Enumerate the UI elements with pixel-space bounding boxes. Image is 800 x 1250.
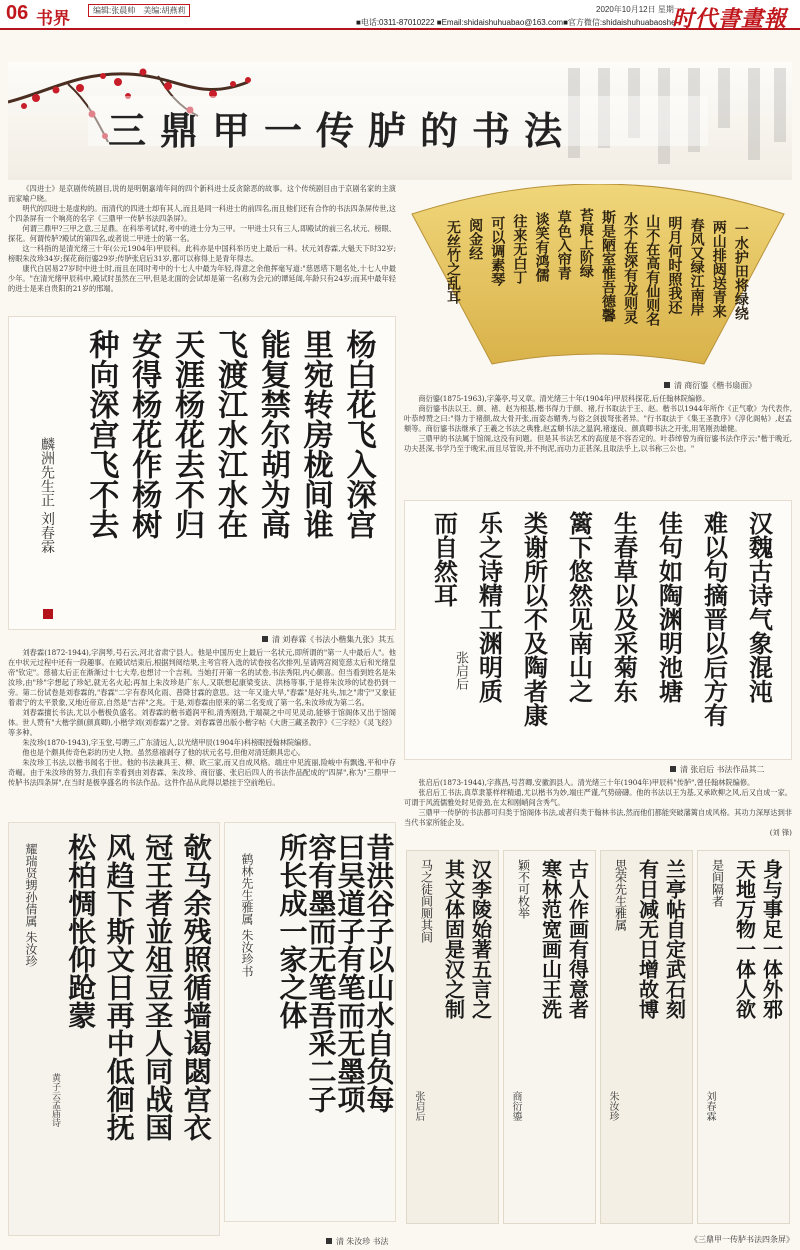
- page-header: [0, 0, 800, 30]
- set-panel-column: 其文体固是汉之制: [441, 859, 466, 1019]
- caption-marker-icon: [664, 382, 670, 388]
- fan-column: 斯是陋室惟吾德馨: [600, 210, 616, 322]
- intro-paragraph: 这一科指的是清光绪三十年(公元1904年)甲辰科。此科亦是中国科举历史上最后一科。状元刘春霖,大魁天下时32岁;榜眼朱汝珍34岁;探花商衍鎏29岁;传胪张启后31岁,都可以称得上是青年得志。: [8, 244, 396, 263]
- set-panel-signature: 商衍鎏: [510, 1091, 521, 1121]
- bio-paragraph: 商衍鎏(1875-1963),字藻亭,号又章。清光绪三十年(1904年)甲辰科探花,后任翰林院编修。: [418, 394, 710, 403]
- article-intro: [8, 184, 396, 294]
- fan-column: 两山排闼送青来: [710, 220, 727, 318]
- zhu-right-column: 昔洪谷子以山水自负每: [362, 833, 396, 1113]
- zhu-left-poem-source: 黄子云孟庙诗: [50, 1073, 60, 1127]
- zhang-bio: [404, 778, 792, 838]
- bio-paragraph: 商衍鎏书法以王、颜、褚、赵为根基,楷书得力于颜、褚,行书取法于王、赵。楷书以1944年所作《正气歌》为代表作,叶恭绰赞之曰:"得力于褚颜,故大骨开张,而姿态媚秀,与俗之剑拔弩张者异。"行书取法于《集王圣教序》《淳化阁帖》,赵孟頫等。商衍鎏书法继承了王羲之书法之典雅,赵孟頫书法之温润,褚遂良、颜真卿书法之开张,用笔刚劲雄健。: [404, 404, 792, 433]
- intro-paragraph: 《四进士》是京剧传统剧目,说的是明朝嘉靖年间的四个新科进士反贪除恶的故事。这个传统剧目由于京剧名家的主演而家喻户晓。: [8, 184, 396, 203]
- set-panel-column: 古人作画有得意者: [565, 859, 590, 1019]
- set-panel: [406, 850, 499, 1224]
- bio-paragraph: 三鼎甲一传胪的书法都可归类于馆阁体书法,或者归类于翰林书法,然而他们都能突破藩篱自成风格。其功力深厚达到非当代书家所能企及。: [404, 808, 792, 827]
- editors-credit: 编辑:张晨帅 美编:胡燕莉: [88, 4, 190, 17]
- contact-info: ■电话:0311-87010222 ■Email:shidaishuhuabao@163.com■官方微信:shidaishuhuabaoshe: [356, 18, 676, 27]
- zhang-column: 类谢所以不及陶者康: [519, 511, 549, 727]
- fan-calligraphy: [444, 208, 754, 348]
- fan-column: 一水护田将绿绕: [732, 222, 749, 320]
- liu-column: 飞渡江水江水在: [212, 329, 247, 539]
- liu-seal: [43, 609, 53, 619]
- fan-column: 无丝竹之乱耳: [445, 220, 461, 304]
- zhang-column: 难以句摘晋以后方有: [699, 511, 729, 727]
- zhang-column: 汉魏古诗气象混沌: [744, 511, 774, 703]
- fan-column: 草色入帘青: [555, 210, 572, 280]
- bio-paragraph: 张启后工书法,真草隶篆样样精通,尤以楷书为妙,端庄严谨,气势磅礴。他的书法以王为基,又承欧柳之风,后又自成一家。可谓于风流儒雅处时见骨劲,在太和刚峭间含秀气。: [404, 788, 792, 807]
- set-panel-column: 汉李陵始著五言之: [468, 859, 493, 1019]
- fan-column: 苔痕上阶绿: [577, 208, 594, 278]
- panel-container: [404, 850, 792, 1224]
- caption-shang: 清 商衍鎏《楷书扇面》: [664, 380, 756, 391]
- fan-column: 可以调素琴: [489, 216, 506, 286]
- zhang-calligraphy: [421, 511, 781, 751]
- zhu-left-column: 冠王者並俎豆圣人同战国: [141, 833, 175, 1141]
- set-panel-column: 身与事足一体外邪: [759, 859, 784, 1019]
- liu-zhu-bio: [8, 648, 396, 788]
- zhang-column: 生春草以及采菊东: [609, 511, 639, 703]
- page-number: 06: [6, 2, 29, 24]
- fan-column: 水不在深有龙则灵: [622, 212, 639, 324]
- caption-zhu: 清 朱汝珍 书法: [326, 1236, 388, 1247]
- zhu-right-column: 曰吴道子有笔而无墨项: [333, 833, 367, 1113]
- set-panel-column: 是间隔者: [710, 859, 725, 907]
- zhang-column: 佳句如陶渊明池塘: [654, 511, 684, 703]
- zhang-artwork: [404, 500, 792, 760]
- masthead-logo: 时代書畫報: [672, 6, 788, 32]
- set-panel-signature: 朱汝珍: [607, 1091, 618, 1121]
- liu-column: 安得杨花作杨树: [126, 329, 162, 539]
- fan-column: 山不在高有仙则名: [644, 214, 661, 326]
- zhu-right-signature: 鹤林先生雅属 朱汝珍书: [240, 853, 254, 977]
- zhu-left-column: 欹马余残照循墙谒閟宫衣: [179, 833, 213, 1141]
- liu-artwork: [8, 316, 396, 630]
- date-line: 2020年10月12日 星期一: [596, 5, 682, 14]
- liu-column: 能复禁尔胡为高: [254, 329, 290, 539]
- caption-marker-icon: [262, 636, 268, 642]
- section-name: 书界: [36, 9, 70, 29]
- zhu-right-column: 所长成一家之体: [275, 833, 309, 1029]
- liu-column: 天涯杨花去不归: [169, 329, 205, 539]
- shang-bio: [404, 394, 792, 454]
- caption-marker-icon: [326, 1238, 332, 1244]
- bio-paragraph: 朱汝珍(1870-1943),字玉堂,号聘三,广东清远人,以光绪甲辰(1904年)科榜眼授翰林院编修。: [22, 738, 316, 747]
- caption-set: 《三鼎甲一传胪书法四条屏》: [690, 1235, 794, 1244]
- caption-marker-icon: [670, 766, 676, 772]
- bio-paragraph: 三鼎甲的书法属于馆阁,这没有问题。但是其书法艺术的高度是不容否定的。叶恭绰曾为商衍鎏书法作序云:"楷于晚近,功夫甚深,书学乃至于晚宋,而且尽管说,并不拘泥,而功力正甚深,且取法乎上,以书称三公也。": [404, 434, 792, 453]
- set-panel-column: 思荣先生雅属: [613, 859, 628, 931]
- fan-column: 春风又绿江南岸: [688, 218, 705, 316]
- zhu-left-column: 松柏惆怅仰跄蒙: [64, 833, 98, 1029]
- set-panel: [503, 850, 596, 1224]
- set-panel-column: 寒林范宽画山王洗: [538, 859, 563, 1019]
- title-banner: [8, 62, 792, 180]
- set-panel-column: 兰亭帖自定武石刻: [662, 859, 687, 1019]
- set-panel-signature: 刘春霖: [704, 1091, 715, 1121]
- zhu-artwork-right: [224, 822, 396, 1222]
- fan-column: 阅金经: [467, 218, 484, 260]
- set-panel-column: 天地万物一体人欲: [732, 859, 757, 1019]
- caption-zhang: 清 张启后 书法作品其二: [670, 764, 764, 775]
- liu-column: 里宛转房栊间谁: [297, 329, 333, 539]
- intro-paragraph: 明代的四进士是虚构的。而清代的四进士却有其人,而且是同一科进士的前四名,而且他们还有合作的书法四条屏传世,这个四条屏有一个响亮的名字《三鼎甲一传胪书法四条屏》。: [8, 204, 396, 223]
- liu-column: 杨白花飞入深宫: [340, 329, 376, 539]
- zhu-artwork-left: [8, 822, 220, 1236]
- zhang-column: 篱下悠然见南山之: [564, 511, 594, 703]
- set-panel: [600, 850, 693, 1224]
- zhu-left-signature: 耀瑞贤甥孙倩属 朱汝珍: [24, 843, 38, 967]
- bio-paragraph: 朱汝珍工书法,以楷书闻名于世。他的书法兼具王、柳、欧三家,而又自成风格。端庄中见流丽,险峻中有飘逸,平和中存奇崛。由于朱汝珍的努力,我们有幸看到由刘春霖、朱汝珍、商衍鎏、张启后四人的书法作品配成的"四屏",称为"三鼎甲一传胪书法四条屏",在当时是极享盛名的书法作品。这件作品从此得以悬挂于空前绝后。: [8, 758, 396, 787]
- liu-column: 种向深宫飞不去: [83, 329, 119, 539]
- liu-signature: 麟洲先生正 刘春霖: [39, 437, 55, 554]
- bio-paragraph: 他也是个颇具传奇色彩的历史人物。虽然慈禧剥夺了他的状元名号,但他对清廷颇具忠心。: [22, 748, 305, 757]
- fan-column: 谈笑有鸿儒: [533, 212, 550, 282]
- four-panel-set: [404, 850, 792, 1224]
- set-panel-column: 颖不可枚举: [516, 859, 531, 919]
- article-title: 三鼎甲一传胪的书法: [108, 108, 577, 153]
- zhu-left-column: 风趋下斯文日再中低徊抚: [102, 833, 136, 1141]
- caption-liu: 清 刘春霖《书法小楷集九张》其五: [262, 634, 394, 645]
- zhu-right-calligraphy: [275, 833, 396, 1213]
- zhu-left-calligraphy: [61, 833, 215, 1213]
- set-panel-signature: 张启后: [413, 1091, 424, 1121]
- intro-paragraph: 康代白居易27岁时中进士时,而且在同时考中的十七人中最为年轻,得意之余他挥毫写道:"慈恩塔下题名处,十七人中最少年。"在清光绪甲辰科中,殿试时虽然在三甲,但是北面的会试却是第一名(称为会元)的谭延闿,年龄只有24岁;而其中最年轻的进士是来自贵阳的21岁的邢端。: [8, 264, 396, 293]
- author-credit: (刘 锋): [769, 828, 792, 837]
- shang-fan-artwork: [404, 184, 792, 378]
- bio-paragraph: 刘春霖擅长书法,尤以小楷极负盛名。刘春霖的楷书遒润平和,清秀刚劲,于端凝之中可见灵动,能够于馆阁体又出于馆阁体。世人赞有"大楷学颜(颜真卿),小楷学刘(刘春霖)"之誉。刘春霖曾出版小楷字帖《大唐三藏圣教序》《三字经》《灵飞经》等多种。: [8, 708, 396, 737]
- bio-paragraph: 刘春霖(1872-1944),字润琴,号石云,河北省肃宁县人。他是中国历史上最后一名状元,即所谓的"第一人中最后人"。他在中状元过程中还有一段趣事。在殿试结束后,根据判阅结果,主考官将入选的试卷按名次排列,呈请两宫阅览慈太后和光绪皇帝"钦定"。慈禧太后正在渐渐过十七大寿,也想讨一个吉利。当她打开第一名的试卷,书法秀阳,内心颇喜。但当看到姓名是朱汝珍,由"珍"字想起了珍妃,就无名火起;再加上朱汝珍是广东人,又联想起康梁变法、洪杨等事,于是将朱汝珍的试卷扔到一旁。第二份试卷是刘春霖的,"春霖"二字有春风化雨、普降甘霖的意思。这一年又逢大旱,"春霖"是好兆头,加之"肃宁"又象征着肃宁的太平景象,又地近帝京,自然是"吉祥"之兆。于是,刘春霖由原来的第二名变成了第一名,朱汝珍成为第二名。: [8, 648, 396, 707]
- set-panel-column: 有日减无日增故博: [635, 859, 660, 1019]
- intro-paragraph: 何谓三鼎甲?三甲之意,三足鼎。在科举考试时,考中的进士分为三甲。一甲进士只有三人,即殿试的前三名,状元、榜眼、探花。何谓传胪?殿试的第四名,或者说二甲进士的第一名。: [8, 224, 396, 243]
- liu-calligraphy: [79, 329, 379, 619]
- zhang-column: 而自然耳: [429, 511, 459, 607]
- set-panel-column: 马之徒间厕其间: [419, 859, 434, 943]
- zhu-right-column: 容有墨而无笔吾采二子: [304, 833, 338, 1113]
- zhang-signature: 张启后: [453, 651, 468, 690]
- set-panel: [697, 850, 790, 1224]
- fan-column: 明月何时照我还: [666, 216, 683, 314]
- zhang-column: 乐之诗精工渊明质: [474, 511, 504, 703]
- bio-paragraph: 张启后(1873-1944),字燕昌,号苕卿,安徽泗县人。清光绪三十年(1904年)甲辰科"传胪",曾任翰林院编修。: [418, 778, 755, 787]
- fan-column: 往来无白丁: [511, 214, 528, 284]
